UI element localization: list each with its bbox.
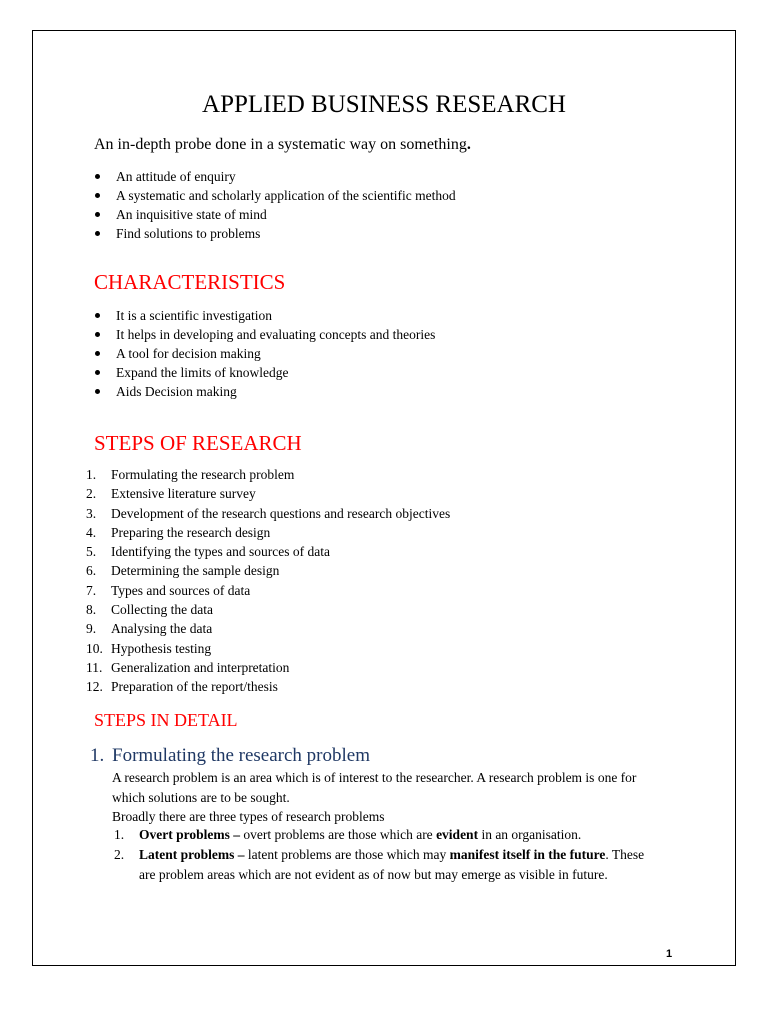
list-item: A systematic and scholarly application of the scientific method bbox=[94, 186, 456, 205]
list-text: Determining the sample design bbox=[111, 563, 280, 579]
list-item bbox=[86, 600, 450, 619]
list-text: Extensive literature survey bbox=[111, 486, 256, 502]
text: overt problems are those which are bbox=[240, 827, 437, 842]
intro-end: . bbox=[466, 136, 471, 153]
list-number: 4. bbox=[86, 524, 97, 540]
list-item bbox=[86, 581, 450, 600]
list-text: Types and sources of data bbox=[111, 582, 251, 598]
term: Latent problems – bbox=[139, 847, 245, 862]
list-item bbox=[86, 523, 450, 542]
text: latent problems are those which may bbox=[244, 847, 450, 862]
subheading-formulating bbox=[90, 744, 370, 768]
list-text: Preparing the research design bbox=[111, 524, 271, 540]
list-item bbox=[86, 504, 450, 523]
list-item: Expand the limits of knowledge bbox=[94, 363, 435, 382]
list-number: 7. bbox=[86, 582, 97, 598]
list-item bbox=[86, 658, 450, 677]
list-number: 8. bbox=[86, 602, 97, 618]
research-problem-paragraph: A research problem is an area which is of interest to the researcher. A research problem is one for which solutions are to be sought. bbox=[112, 770, 637, 805]
list-item bbox=[86, 619, 450, 638]
list-number: 12. bbox=[86, 679, 103, 695]
intro-definition bbox=[94, 135, 471, 155]
list-text: Preparation of the report/thesis bbox=[111, 679, 278, 695]
characteristics-heading: CHARACTERISTICS bbox=[94, 270, 286, 294]
list-text bbox=[139, 825, 654, 845]
list-item bbox=[86, 639, 450, 658]
list-number: 10. bbox=[86, 640, 103, 656]
list-number: 9. bbox=[86, 621, 97, 637]
list-text: Analysing the data bbox=[111, 621, 213, 637]
intro-text: An in-depth probe done in a systematic way on something bbox=[94, 136, 467, 153]
list-text: Collecting the data bbox=[111, 602, 213, 618]
list-text bbox=[139, 845, 654, 885]
text: . These are problem areas which are not evident as of now but may emerge as visible in future. bbox=[139, 847, 645, 882]
list-number: 1. bbox=[114, 827, 125, 842]
list-number: 2. bbox=[86, 486, 97, 502]
list-item: Aids Decision making bbox=[94, 382, 435, 401]
list-item: A tool for decision making bbox=[94, 344, 435, 363]
list-text: Formulating the research problem bbox=[111, 467, 295, 482]
list-item bbox=[86, 542, 450, 561]
subheading-text: Formulating the research problem bbox=[112, 745, 371, 766]
page-number: 1 bbox=[666, 948, 673, 960]
problem-types-list bbox=[114, 825, 654, 885]
list-text: Development of the research questions and research objectives bbox=[111, 505, 451, 521]
list-number: 6. bbox=[86, 563, 97, 579]
characteristics-list bbox=[94, 306, 435, 401]
list-text: Hypothesis testing bbox=[111, 640, 212, 656]
list-item: Find solutions to problems bbox=[94, 224, 456, 243]
list-number: 5. bbox=[86, 544, 97, 560]
list-text: Generalization and interpretation bbox=[111, 659, 290, 675]
list-item bbox=[86, 484, 450, 503]
intro-bullet-list bbox=[94, 167, 456, 243]
list-item bbox=[86, 465, 450, 484]
list-item bbox=[86, 561, 450, 580]
list-item bbox=[114, 825, 654, 845]
list-number: 3. bbox=[86, 505, 97, 521]
list-item bbox=[114, 845, 654, 885]
steps-heading: STEPS OF RESEARCH bbox=[94, 431, 302, 455]
list-item: An inquisitive state of mind bbox=[94, 205, 456, 224]
document-title: APPLIED BUSINESS RESEARCH bbox=[202, 91, 566, 118]
list-item: It is a scientific investigation bbox=[94, 306, 435, 325]
list-text: Identifying the types and sources of data bbox=[111, 544, 330, 560]
subheading-number: 1. bbox=[90, 745, 105, 766]
steps-list bbox=[86, 465, 450, 697]
list-item: It helps in developing and evaluating concepts and theories bbox=[94, 325, 435, 344]
list-number: 1. bbox=[86, 467, 97, 482]
text: in an organisation. bbox=[478, 827, 582, 842]
list-item bbox=[86, 677, 450, 696]
term: Overt problems – bbox=[139, 827, 240, 842]
list-number: 11. bbox=[86, 659, 103, 675]
emphasis: evident bbox=[436, 827, 479, 842]
list-item: An attitude of enquiry bbox=[94, 167, 456, 186]
steps-detail-heading: STEPS IN DETAIL bbox=[94, 710, 238, 730]
problem-types-intro: Broadly there are three types of research problems bbox=[112, 809, 385, 824]
list-number: 2. bbox=[114, 847, 125, 862]
emphasis: manifest itself in the future bbox=[449, 847, 606, 862]
